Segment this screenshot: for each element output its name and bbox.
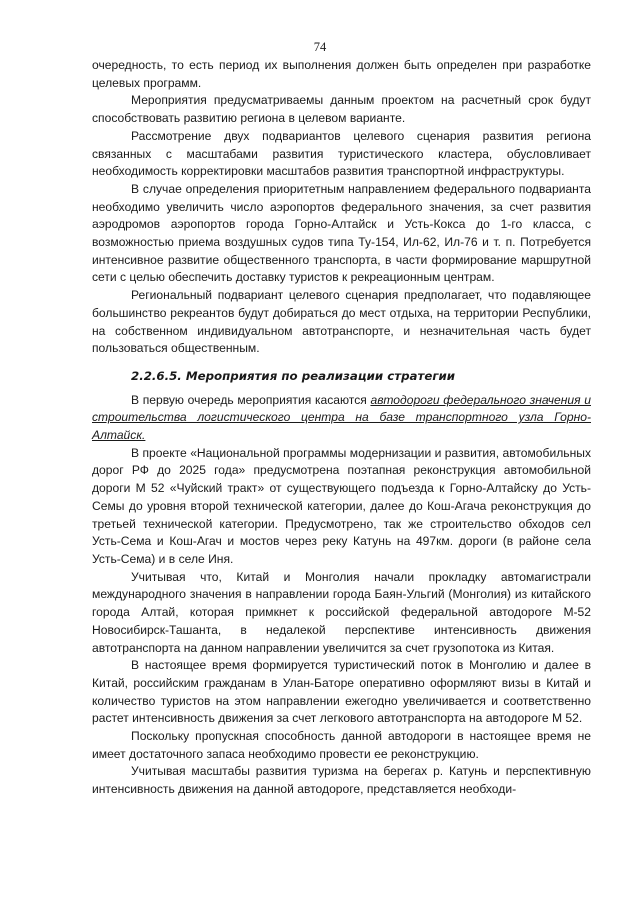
paragraph-2: Мероприятия предусматриваемы данным проектом на расчетный срок будут способствовать развитию региона в целевом варианте. <box>92 93 591 126</box>
paragraph-9: В настоящее время формируется туристический поток в Монголию и далее в Китай, российским гражданам в Улан-Баторе оперативно оформляют визы в Китай и количество туристов на этом направлении ежегодно увеличивается и соответственно растет интенсивность движения за счет легкового автотранспорта на автодороге М 52. <box>92 658 591 726</box>
document-body <box>92 57 591 799</box>
section-heading: 2.2.6.5. Мероприятия по реализации стратегии <box>131 368 456 383</box>
paragraph-3: Рассмотрение двух подвариантов целевого сценария развития региона связанных с масштабами развития туристического кластера, обусловливает необходимость корректировки масштабов развития транспортной инфраструктуры. <box>92 128 591 179</box>
page-number: 74 <box>313 40 327 54</box>
paragraph-8: Учитывая что, Китай и Монголия начали прокладку автомагистрали международного значения в направлении города Баян-Ульгий (Монголия) из китайского города Алтай, которая примкнет к российской федеральной автодороге М-52 Новосибирск-Ташанта, в недалекой перспективе интенсивность движения автотранспорта на данном направлении увеличится за счет грузопотока из Китая. <box>92 569 591 655</box>
paragraph-5: Региональный подвариант целевого сценария предполагает, что подавляющее большинство рекреантов будут добираться до мест отдыха, на территории Республики, на собственном индивидуальном автотранспорте, и незначительная часть будет пользоваться общественным. <box>92 288 591 356</box>
paragraph-10: Поскольку пропускная способность данной автодороги в настоящее время не имеет достаточного запаса необходимо провести ее реконструкцию. <box>92 729 591 761</box>
paragraph-1: очередность, то есть период их выполнения должен быть определен при разработке целевых программ. <box>92 58 591 90</box>
paragraph-11: Учитывая масштабы развития туризма на берегах р. Катунь и перспективную интенсивность движения на данной автодороге, представляется необходи- <box>92 764 591 797</box>
paragraph-6 <box>92 392 591 445</box>
paragraph-6-prefix: В первую очередь мероприятия касаются <box>131 392 371 407</box>
paragraph-4: В случае определения приоритетным направлением федерального подварианта необходимо увеличить число аэропортов федерального значения, за счет развития аэродромов аэропортов города Горно-Алтайск и Усть-Кокса до 1-го класса, с возможностью приема воздушных судов типа Ту-154, Ил-62, Ил-76 и т. п. Потребуется интенсивное развитие общественного транспорта, в части формирование маршрутной сети с целью обеспечить доставку туристов к рекреационным центрам. <box>92 181 591 285</box>
paragraph-7: В проекте «Национальной программы модернизации и развития, автомобильных дорог РФ до 2025 года» предусмотрена поэтапная реконструкция автомобильной дороги М 52 «Чуйский тракт» от существующего подъезда к Горно-Алтайску до Усть-Семы до уровня второй технической категории, далее до Кош-Агача реконструкция до третьей технической категории. Предусмотрено, так же строительство обходов сел Усть-Сема и Кош-Агач и мостов через реку Катунь на 497км. дороги (в районе села Усть-Сема) и в селе Иня. <box>92 445 591 566</box>
paragraph-6-emphasis: автодороги федерального значения и строительства логистического центра на базе транспортного узла Горно-Алтайск. <box>92 392 591 443</box>
